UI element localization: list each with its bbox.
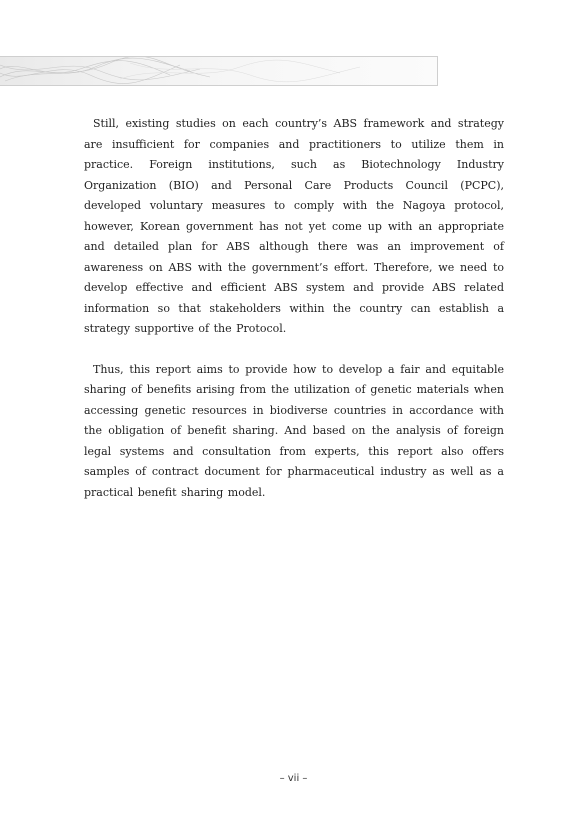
page-number: – vii – [279, 773, 308, 784]
document-body [84, 114, 504, 503]
paragraph-abs-studies: Still, existing studies on each country’s ABS framework and strategy are insufficient for companies and practitioners to utilize them in practice. Foreign institutions, such as Biotechnology Industry Organization (BIO) and Personal Care Products Council (PCPC), developed voluntary measures to comply with the Nagoya protocol, however, Korean government has not yet come up with an appropriate and detailed plan for ABS although there was an improvement of awareness on ABS with the government’s effort. Therefore, we need to develop effective and efficient ABS system and provide ABS related information so that stakeholders within the country can establish a strategy supportive of the Protocol. [84, 117, 504, 335]
wave-pattern-icon [0, 57, 437, 85]
paragraph-report-aims: Thus, this report aims to provide how to develop a fair and equitable sharing of benefits arising from the utilization of genetic materials when accessing genetic resources in biodiverse countries in accordance with the obligation of benefit sharing. And based on the analysis of foreign legal systems and consultation from experts, this report also offers samples of contract document for pharmaceutical industry as well as a practical benefit sharing model. [84, 362, 504, 499]
header-decorative-band [0, 56, 438, 86]
